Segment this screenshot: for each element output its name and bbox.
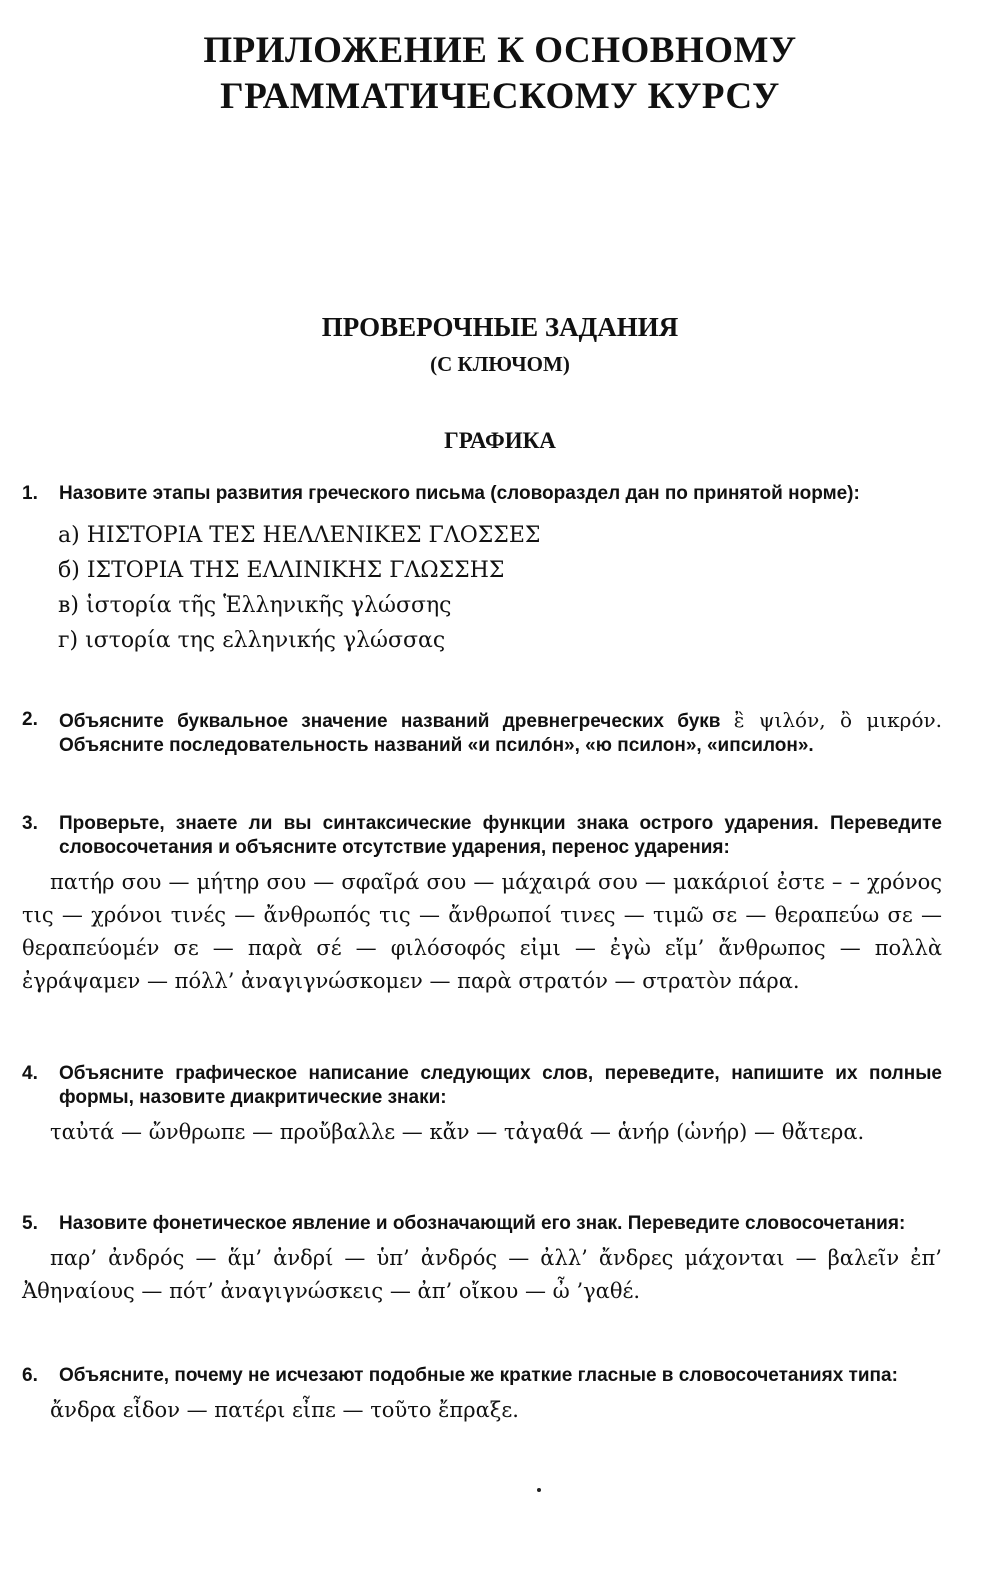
task-greek-text: ἄνδρα εἶδον — πατέρι εἶπε — τοῦτο ἔπραξε. <box>50 1398 519 1422</box>
greek-letter-names: ἒ ψιλόν, ὂ μικρόν. <box>733 708 942 732</box>
task-number: 6. <box>22 1365 38 1386</box>
task-question: Назовите фонетическое явление и обозначающий его знак. Переведите словосочетания: <box>59 1213 906 1234</box>
print-speck <box>537 1488 541 1492</box>
task-number: 4. <box>22 1063 38 1084</box>
task-number: 2. <box>22 709 38 730</box>
task-question: Назовите этапы развития греческого письма (словораздел дан по принятой норме): <box>59 483 860 504</box>
task-number: 5. <box>22 1213 38 1234</box>
main-title <box>0 28 1000 120</box>
task-question: Проверьте, знаете ли вы синтаксические функции знака острого ударения. Переведите словосочетания и объясните отсутствие ударения, перенос ударения: <box>59 813 942 858</box>
variant-list <box>58 518 942 658</box>
task-3 <box>22 812 942 998</box>
task-greek-text: πατήρ σου — μήτηρ σου — σφαῖρά σου — μάχαιρά σου — μακάριοί ἐστε – – χρόνος τις — χρόνοι τινές — ἄνθρωπός τις — ἄνθρωποί τινες — τιμῶ σε — θεραπεύω σε — θεραπεύομέν σε — παρὰ σέ — φιλόσοφός εἰμι — ἐγὼ εἴμ’ ἄνθρωπος — πολλὰ ἐγράψαμεν — πόλλ’ ἀναγιγνώσκομεν — παρὰ στρατόν — στρατὸν πάρα. <box>22 870 942 993</box>
variant-item: г) ιστορία της ελληνικής γλώσσας <box>58 628 446 653</box>
variant-item: б) ΙΣΤΟΡΙΑ ΤΗΣ ΕΛΛΙΝΙΚΗΣ ΓΛΩΣΣΗΣ <box>58 558 505 583</box>
task-number: 3. <box>22 813 38 834</box>
task-question-part-2: Объясните последовательность названий «и псилóн», «ю псилон», «ипсилон». <box>59 735 814 756</box>
section-title: ПРОВЕРОЧНЫЕ ЗАДАНИЯ <box>321 312 679 342</box>
main-title-line-2: ГРАММАТИЧЕСКОМУ КУРСУ <box>220 76 780 117</box>
task-number: 1. <box>22 483 38 504</box>
task-question: Объясните графическое написание следующих слов, переведите, напишите их полные формы, назовите диакритические знаки: <box>59 1063 942 1108</box>
task-4 <box>22 1062 942 1149</box>
task-1 <box>22 482 942 658</box>
task-greek-text: παρ’ ἀνδρός — ἅμ’ ἀνδρί — ὑπ’ ἀνδρός — ἀλλ’ ἄνδρες μάχονται — βαλεῖν ἐπ’ Ἀθηναίους — πότ’ ἀναγιγνώσκεις — ἀπ’ οἴκου — ὦ ’γαθέ. <box>22 1246 942 1303</box>
subsection-title: ГРАФИКА <box>444 428 556 453</box>
main-title-line-1: ПРИЛОЖЕНИЕ К ОСНОВНОМУ <box>203 30 797 71</box>
variant-item: в) ἱστορία τῆς Ἑλληνικῆς γλώσσης <box>58 593 452 618</box>
task-5 <box>22 1212 942 1308</box>
task-question-part-1: Объясните буквальное значение названий древнегреческих букв <box>59 711 721 732</box>
task-question: Объясните, почему не исчезают подобные же краткие гласные в словосочетаниях типа: <box>59 1365 898 1386</box>
task-question <box>59 708 942 758</box>
task-6 <box>22 1364 942 1427</box>
task-2 <box>22 708 942 758</box>
task-greek-text: ταὐτά — ὤνθρωπε — προὔβαλλε — κἄν — τἀγαθά — ἁνήρ (ὡνήρ) — θἄτερα. <box>50 1120 865 1144</box>
variant-item: а) ΗΙΣΤΟΡΙΑ ΤΕΣ ΗΕΛΛΕΝΙΚΕΣ ΓΛΟΣΣΕΣ <box>58 523 541 548</box>
section-subtitle: (С КЛЮЧОМ) <box>430 352 570 376</box>
